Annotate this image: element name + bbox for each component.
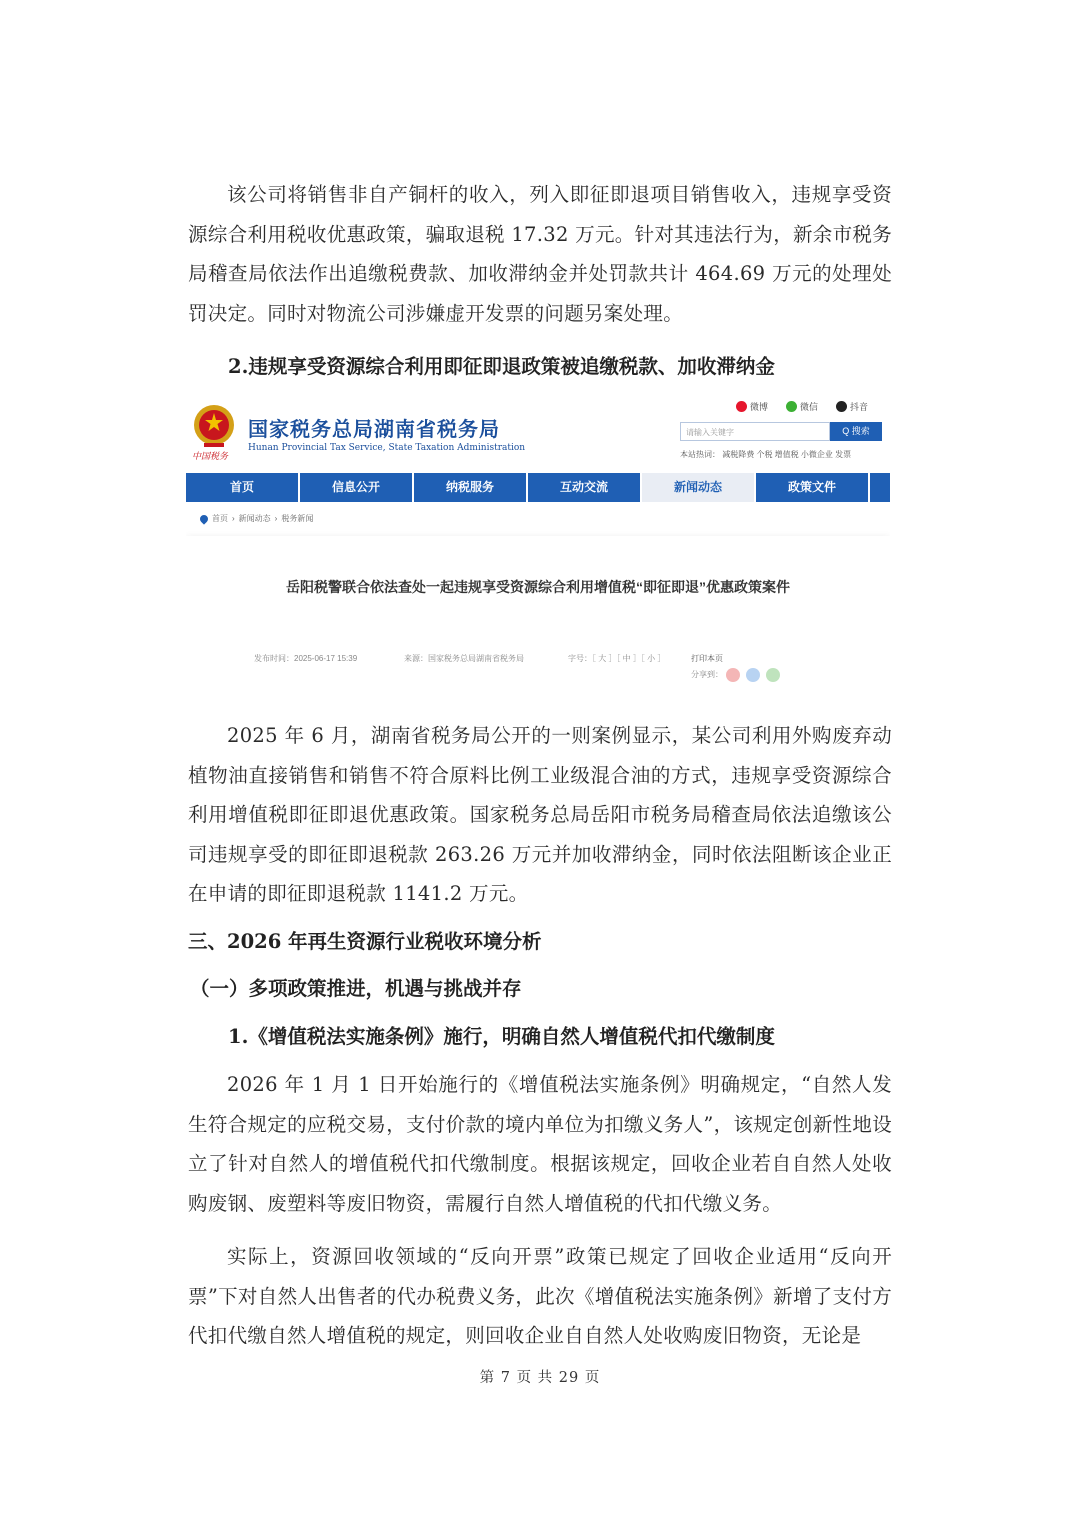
share-qq-icon[interactable] [746,668,760,682]
share-wechat-icon[interactable] [766,668,780,682]
site-subtitle: Hunan Provincial Tax Service, State Taxation Administration [248,443,526,453]
article-title: 岳阳税警联合依法查处一起违规享受资源综合利用增值税“即征即退”优惠政策案件 [286,579,790,595]
share-weibo-icon[interactable] [726,668,740,682]
breadcrumb: 首页 › 新闻动态 › 税务新闻 [200,513,313,524]
nav-policy[interactable]: 政策文件 [756,473,870,502]
article-card [186,536,890,693]
emblem-caption: 中国税务 [192,452,229,462]
search-button[interactable]: Q 搜索 [830,422,882,441]
breadcrumb-home[interactable]: 首页 [212,514,228,523]
publish-time: 发布时间：2025-06-17 15:39 [254,654,358,663]
website-screenshot [186,393,890,693]
location-icon [198,513,209,524]
search-input[interactable]: 请输入关键字 [680,422,830,441]
share-label: 分享到： [691,670,723,679]
share-buttons [726,668,780,682]
nav-info-disclosure[interactable]: 信息公开 [300,473,414,502]
douyin-icon [836,401,847,412]
heading-subsection-1: （一）多项政策推进，机遇与挑战并存 [190,977,522,1000]
paragraph-case-1: 该公司将销售非自产铜杆的收入，列入即征即退项目销售收入，违规享受资源综合利用税收优惠政策，骗取退税 17.32 万元。针对其违法行为，新余市税务局稽查局依法作出追缴税费款、加收滞纳金并处罚款共计 464.69 万元的处理处罚决定。同时对物流公司涉嫌虚开发票的问题另案处理。 [188,183,892,325]
paragraph-case-2: 2025 年 6 月，湖南省税务局公开的一则案例显示，某公司利用外购废弃动植物油直接销售和销售不符合原料比例工业级混合油的方式，违规享受资源综合利用增值税即征即退优惠政策。国家税务总局岳阳市税务局稽查局依法追缴该公司违规享受的即征即退税款 263.26 万元并加收滞纳金，同时依法阻断该企业正在申请的即征即退税款 1141.2 万元。 [188,724,892,906]
main-nav [186,473,890,502]
hot-words[interactable]: 本站热词： 减税降费 个税 增值税 小微企业 发票 [680,450,852,459]
page-number: 第 7 页 共 29 页 [479,1370,601,1386]
print-link[interactable]: 打印本页 [691,654,723,663]
nav-home[interactable]: 首页 [186,473,300,502]
breadcrumb-news[interactable]: 新闻动态 [238,514,271,523]
paragraph-regulation: 2026 年 1 月 1 日开始施行的《增值税法实施条例》明确规定，“自然人发生符合规定的应税交易，支付价款的境内单位为扣缴义务人”，该规定创新性地设立了针对自然人的增值税代扣代缴制度。根据该规定，回收企业若自自然人处收购废钢、废塑料等废旧物资，需履行自然人增值税的代扣代缴义务。 [188,1073,892,1215]
site-title[interactable]: 国家税务总局湖南省税务局 [248,419,500,441]
nav-tax-service[interactable]: 纳税服务 [414,473,528,502]
heading-violation-2: 2.违规享受资源综合利用即征即退政策被追缴税款、加收滞纳金 [228,355,775,378]
weibo-link[interactable]: 微博 [736,400,768,413]
weibo-icon [736,401,747,412]
heading-section-3: 三、2026 年再生资源行业税收环境分析 [188,930,542,953]
breadcrumb-tax-news[interactable]: 税务新闻 [281,514,314,523]
nav-interaction[interactable]: 互动交流 [528,473,642,502]
wechat-link[interactable]: 微信 [786,400,818,413]
font-size-control[interactable]: 字号：［ 大 ］［ 中 ］［ 小 ］ [568,654,666,663]
paragraph-reverse-invoice: 实际上，资源回收领域的“反向开票”政策已规定了回收企业适用“反向开票”下对自然人出售者的代办税费义务，此次《增值税法实施条例》新增了支付方代扣代缴自然人增值税的规定，则回收企业自自然人处收购废旧物资，无论是 [188,1245,892,1348]
national-emblem-icon [192,403,236,449]
heading-item-1: 1.《增值税法实施条例》施行，明确自然人增值税代扣代缴制度 [228,1025,775,1048]
douyin-link[interactable]: 抖音 [836,400,868,413]
wechat-icon [786,401,797,412]
nav-news[interactable]: 新闻动态 [642,473,756,502]
article-source: 来源：国家税务总局湖南省税务局 [404,654,524,663]
